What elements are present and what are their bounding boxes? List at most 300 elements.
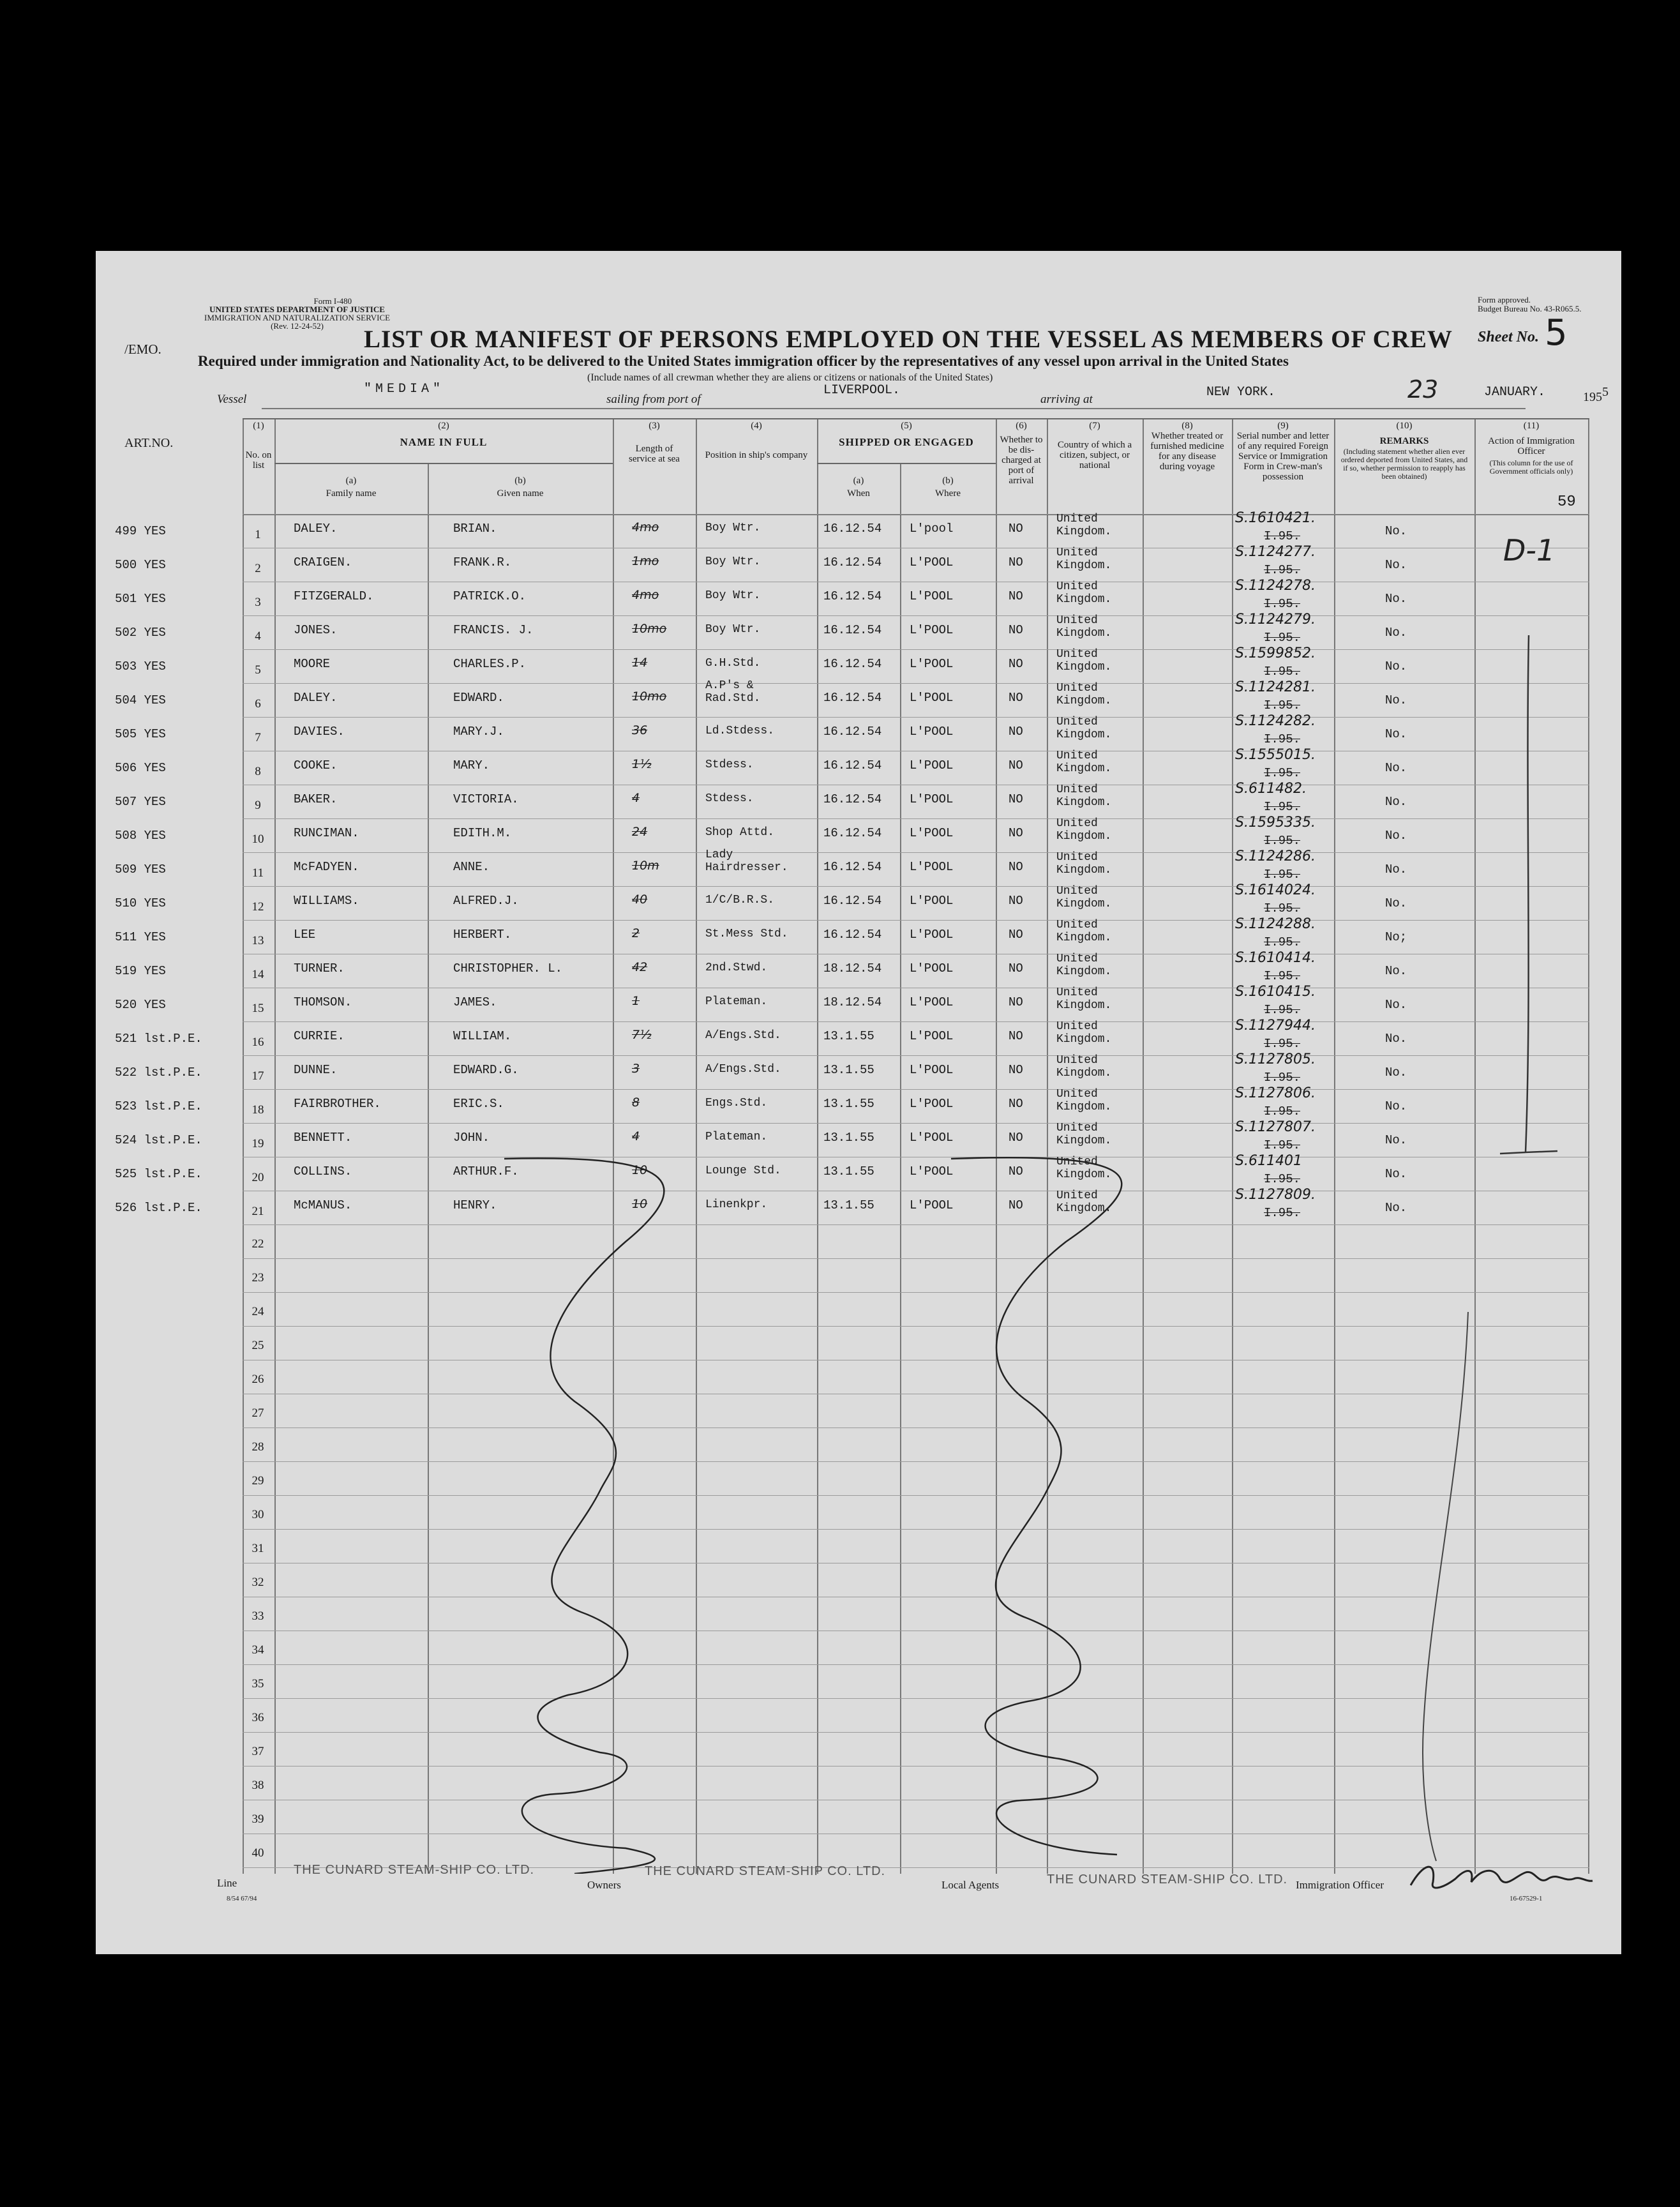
row-number: 20 [251, 1171, 264, 1184]
row-number: 5 [255, 663, 261, 677]
table-row [115, 984, 1589, 1021]
art-no: 521 lst.P.E. [115, 1032, 202, 1046]
art-no: 499 YES [115, 524, 166, 538]
remarks: No. [1385, 795, 1407, 809]
form-type: I.95. [1264, 1037, 1301, 1051]
remarks: No. [1385, 896, 1407, 910]
discharge: NO [1009, 691, 1023, 705]
remarks: No. [1385, 558, 1407, 572]
given-name: MARY. [453, 758, 490, 772]
country: United Kingdom. [1056, 817, 1112, 843]
remarks: No. [1385, 727, 1407, 741]
page-title: LIST OR MANIFEST OF PERSONS EMPLOYED ON THE VESSEL AS MEMBERS OF CREW [364, 326, 1453, 353]
form-type: I.95. [1264, 1071, 1301, 1085]
discharge: NO [1009, 1097, 1023, 1111]
vessel-name: "MEDIA" [364, 382, 445, 396]
row-number: 37 [251, 1745, 264, 1758]
service-length: 2 [632, 926, 640, 940]
service-length: 14 [632, 656, 648, 670]
given-name: ARTHUR.F. [453, 1164, 519, 1179]
remarks: No. [1385, 964, 1407, 978]
art-no: 526 lst.P.E. [115, 1201, 202, 1215]
arrival-day: 23 [1407, 375, 1439, 403]
position: Linenkpr. [705, 1198, 768, 1211]
form-type: I.95. [1264, 901, 1301, 915]
shipped-where: L'POOL [910, 826, 954, 840]
table-row [115, 1119, 1589, 1157]
serial-number: S.1595335. [1235, 815, 1316, 831]
remarks: No. [1385, 1167, 1407, 1181]
shipped-when: 16.12.54 [823, 792, 882, 806]
col11-num: (11) [1523, 421, 1540, 431]
shipped-where: L'POOL [910, 1164, 954, 1179]
art-no: 504 YES [115, 693, 166, 707]
country: United Kingdom. [1056, 986, 1112, 1012]
form-approval-block [1478, 296, 1581, 313]
given-name: ALFRED.J. [453, 894, 519, 908]
position: Stdess. [705, 792, 754, 805]
serial-number: S.1127944. [1235, 1018, 1316, 1034]
row-rule [243, 1326, 1589, 1327]
col6-head: Whether to be dis-charged at port of arrival [1000, 435, 1043, 486]
family-name: THOMSON. [294, 995, 352, 1009]
row-number: 10 [251, 832, 264, 846]
given-name: CHARLES.P. [453, 657, 527, 671]
art-no: 519 YES [115, 964, 166, 978]
col4-num: (4) [751, 421, 762, 431]
row-number: 22 [251, 1237, 264, 1251]
country: United Kingdom. [1056, 953, 1112, 978]
art-no-label: ART.NO. [124, 436, 174, 450]
row-number: 28 [251, 1440, 264, 1454]
shipped-where: L'POOL [910, 1198, 954, 1212]
country: United Kingdom. [1056, 1156, 1112, 1181]
year-digit: 5 [1602, 385, 1609, 399]
art-no: 525 lst.P.E. [115, 1167, 202, 1181]
form-type: I.95. [1264, 1003, 1301, 1017]
remarks: No. [1385, 1066, 1407, 1080]
table-row [115, 645, 1589, 683]
remarks: No. [1385, 626, 1407, 640]
service-length: 7½ [632, 1028, 652, 1042]
shipped-where: L'POOL [910, 555, 954, 569]
shipped-where: L'POOL [910, 1029, 954, 1043]
long-pen-stroke [1423, 1312, 1468, 1861]
serial-number: S.1599852. [1235, 645, 1316, 661]
discharge: NO [1009, 1198, 1023, 1212]
form-type: I.95. [1264, 935, 1301, 949]
art-no: 506 YES [115, 761, 166, 775]
budget-bureau: Budget Bureau No. 43-R065.5. [1478, 304, 1582, 313]
table-row [115, 950, 1589, 988]
form-type: I.95. [1264, 665, 1301, 679]
d1-annotation: D-1 [1503, 533, 1556, 568]
shipped-when: 13.1.55 [823, 1063, 874, 1077]
country: United Kingdom. [1056, 546, 1112, 572]
given-name: HERBERT. [453, 928, 512, 942]
row-number: 13 [251, 934, 264, 947]
col8-num: (8) [1181, 421, 1193, 431]
art-no: 520 YES [115, 998, 166, 1012]
serial-number: S.1124282. [1235, 713, 1316, 729]
required-note: Required under immigration and Nationality Act, to be delivered to the United States immigration officer by the representatives of any vessel upon arrival in the United States [198, 353, 1289, 369]
form-type: I.95. [1264, 1206, 1301, 1220]
table-row [115, 882, 1589, 920]
family-name: McMANUS. [294, 1198, 352, 1212]
service-length: 4mo [632, 588, 659, 602]
country: United Kingdom. [1056, 1189, 1112, 1215]
form-type: I.95. [1264, 1138, 1301, 1152]
given-name: BRIAN. [453, 522, 497, 536]
family-name: CURRIE. [294, 1029, 345, 1043]
shipped-where: L'POOL [910, 725, 954, 739]
serial-number: S.1555015. [1235, 747, 1316, 763]
row-rule [243, 1664, 1589, 1665]
position: St.Mess Std. [705, 928, 788, 940]
footer-print-code: 8/54 67/94 [227, 1895, 257, 1902]
service-length: 10 [632, 1197, 648, 1211]
row-rule [243, 1427, 1589, 1428]
family-name: COLLINS. [294, 1164, 352, 1179]
family-name: RUNCIMAN. [294, 826, 359, 840]
col9-num: (9) [1277, 421, 1289, 431]
discharge: NO [1009, 725, 1023, 739]
row-number: 4 [255, 629, 261, 643]
table-row [115, 578, 1589, 615]
row-number: 40 [251, 1846, 264, 1860]
art-no: 501 YES [115, 592, 166, 606]
service-length: 10m [632, 859, 659, 873]
col7-num: (7) [1089, 421, 1100, 431]
given-name: EDWARD.G. [453, 1063, 519, 1077]
form-type: I.95. [1264, 563, 1301, 577]
shipped-where: L'POOL [910, 623, 954, 637]
remarks: No. [1385, 1099, 1407, 1113]
arrival-port: NEW YORK. [1206, 385, 1276, 400]
col1-num: (1) [253, 421, 264, 431]
position: Boy Wtr. [705, 589, 761, 602]
col2-num: (2) [438, 421, 449, 431]
position: A/Engs.Std. [705, 1063, 781, 1076]
family-name: TURNER. [294, 961, 345, 975]
form-type: I.95. [1264, 529, 1301, 543]
art-no: 524 lst.P.E. [115, 1133, 202, 1147]
table-row [115, 612, 1589, 649]
table-row [115, 510, 1589, 548]
col2b-head: Given name [497, 488, 544, 499]
art-no: 522 lst.P.E. [115, 1066, 202, 1080]
remarks: No. [1385, 592, 1407, 606]
given-name: MARY.J. [453, 725, 504, 739]
serial-number: S.611482. [1235, 781, 1307, 797]
col6-num: (6) [1016, 421, 1027, 431]
col7-head: Country of which a citizen, subject, or national [1057, 440, 1132, 471]
col3-head: Length of service at sea [629, 444, 680, 464]
form-type: I.95. [1264, 1104, 1301, 1119]
row-number: 18 [251, 1103, 264, 1117]
col5b-num: (b) [942, 476, 954, 486]
country: United Kingdom. [1056, 1122, 1112, 1147]
col1-head: No. on list [245, 450, 272, 471]
position: Stdess. [705, 758, 754, 771]
serial-number: S.611401 [1235, 1153, 1302, 1169]
serial-number: S.1610421. [1235, 510, 1316, 526]
row-number: 1 [255, 528, 261, 541]
sheet-no-label: Sheet No. [1478, 329, 1539, 345]
shipped-where: L'POOL [910, 657, 954, 671]
position: Ld.Stdess. [705, 725, 775, 737]
country: United Kingdom. [1056, 580, 1112, 606]
shipped-where: L'POOL [910, 691, 954, 705]
remarks: No. [1385, 761, 1407, 775]
serial-number: S.1127807. [1235, 1119, 1316, 1135]
shipped-when: 18.12.54 [823, 995, 882, 1009]
footer-owners-label: Owners [587, 1879, 621, 1891]
row-number: 25 [251, 1339, 264, 1352]
shipped-where: L'POOL [910, 894, 954, 908]
form-type: I.95. [1264, 732, 1301, 746]
given-name: ANNE. [453, 860, 490, 874]
table-row [115, 1051, 1589, 1089]
serial-number: S.1127805. [1235, 1051, 1316, 1067]
col4-head: Position in ship's company [705, 450, 808, 460]
position: Boy Wtr. [705, 522, 761, 534]
family-name: WILLIAMS. [294, 894, 359, 908]
include-note: (Include names of all crewman whether they are aliens or citizens or nationals of the United States) [587, 372, 993, 383]
shipped-when: 13.1.55 [823, 1097, 874, 1111]
country: United Kingdom. [1056, 513, 1112, 538]
serial-number: S.1124281. [1235, 679, 1316, 695]
shipped-when: 16.12.54 [823, 725, 882, 739]
row-number: 38 [251, 1779, 264, 1792]
table-row [115, 916, 1589, 954]
row-number: 19 [251, 1137, 264, 1150]
form-id: Form I-480 [313, 296, 352, 306]
service-length: 4 [632, 791, 640, 805]
discharge: NO [1009, 555, 1023, 569]
table-row [115, 679, 1589, 717]
service-length: 10 [632, 1163, 648, 1177]
country: United Kingdom. [1056, 648, 1112, 674]
row-number: 17 [251, 1069, 264, 1083]
shipped-when: 18.12.54 [823, 961, 882, 975]
art-no: 510 YES [115, 896, 166, 910]
country: United Kingdom. [1056, 851, 1112, 877]
shipped-where: L'POOL [910, 1097, 954, 1111]
row-number: 8 [255, 765, 261, 778]
shipped-when: 16.12.54 [823, 894, 882, 908]
col5-head: SHIPPED OR ENGAGED [839, 436, 974, 448]
country: United Kingdom. [1056, 783, 1112, 809]
footer-line-value: THE CUNARD STEAM-SHIP CO. LTD. [294, 1863, 535, 1877]
discharge: NO [1009, 522, 1023, 536]
row-number: 24 [251, 1305, 264, 1318]
col5-num: (5) [901, 421, 912, 431]
col9-head: Serial number and letter of any required Foreign Service or Immigration Form in Crew-man's possession [1236, 431, 1330, 482]
vessel-label: Vessel [217, 393, 247, 406]
row-number: 32 [251, 1576, 264, 1589]
row-rule [243, 1698, 1589, 1699]
serial-number: S.1127806. [1235, 1085, 1316, 1101]
family-name: FAIRBROTHER. [294, 1097, 381, 1111]
country: United Kingdom. [1056, 885, 1112, 910]
col2b-num: (b) [514, 476, 526, 486]
serial-number: S.1610414. [1235, 950, 1316, 966]
family-name: DALEY. [294, 691, 338, 705]
shipped-when: 16.12.54 [823, 657, 882, 671]
year-prefix: 195 [1583, 390, 1602, 404]
position: A.P's & Rad.Std. [705, 679, 761, 705]
form-type: I.95. [1264, 631, 1301, 645]
discharge: NO [1009, 623, 1023, 637]
table-row [115, 815, 1589, 852]
country: United Kingdom. [1056, 1088, 1112, 1113]
discharge: NO [1009, 928, 1023, 942]
row-number: 27 [251, 1406, 264, 1420]
table-row [115, 1153, 1589, 1191]
country: United Kingdom. [1056, 1020, 1112, 1046]
row-rule [243, 1732, 1589, 1733]
discharge: NO [1009, 1063, 1023, 1077]
row-rule [243, 1529, 1589, 1530]
serial-number: S.1610415. [1235, 984, 1316, 1000]
service-length: 42 [632, 960, 648, 974]
given-name: JAMES. [453, 995, 497, 1009]
manifest-sheet [96, 251, 1621, 1954]
col10-num: (10) [1396, 421, 1413, 431]
discharge: NO [1009, 894, 1023, 908]
row-rule [243, 1292, 1589, 1293]
service-length: 10mo [632, 622, 667, 636]
serial-number: S.1124278. [1235, 578, 1316, 594]
form-approved: Form approved. [1478, 295, 1531, 305]
family-name: DAVIES. [294, 725, 345, 739]
shipped-when: 16.12.54 [823, 860, 882, 874]
void-scribble-right [951, 1157, 1121, 1855]
family-name: CRAIGEN. [294, 555, 352, 569]
shipped-when: 16.12.54 [823, 589, 882, 603]
serial-number: S.1127809. [1235, 1187, 1316, 1203]
vessel-underline [262, 408, 1526, 409]
given-name: PATRICK.O. [453, 589, 527, 603]
form-type: I.95. [1264, 868, 1301, 882]
table-row [115, 1085, 1589, 1123]
shipped-where: L'pool [910, 522, 954, 536]
footer-officer-label: Immigration Officer [1296, 1879, 1384, 1891]
remarks: No. [1385, 862, 1407, 877]
table-row [115, 1018, 1589, 1055]
discharge: NO [1009, 1029, 1023, 1043]
row-number: 12 [251, 900, 264, 914]
serial-number: S.1124286. [1235, 848, 1316, 864]
family-name: BAKER. [294, 792, 338, 806]
family-name: COOKE. [294, 758, 338, 772]
shipped-where: L'POOL [910, 961, 954, 975]
art-no: 500 YES [115, 558, 166, 572]
shipped-when: 16.12.54 [823, 555, 882, 569]
shipped-when: 16.12.54 [823, 623, 882, 637]
art-no: 511 YES [115, 930, 166, 944]
country: United Kingdom. [1056, 682, 1112, 707]
form-type: I.95. [1264, 698, 1301, 712]
remarks: No. [1385, 1201, 1407, 1215]
row-number: 15 [251, 1002, 264, 1015]
footer-gpo-code: 16-67529-1 [1510, 1895, 1543, 1902]
department: UNITED STATES DEPARTMENT OF JUSTICE [209, 305, 385, 314]
art-no: 503 YES [115, 659, 166, 674]
row-number: 35 [251, 1677, 264, 1691]
family-name: FITZGERALD. [294, 589, 374, 603]
footer-agents-label: Local Agents [941, 1879, 1000, 1891]
service: IMMIGRATION AND NATURALIZATION SERVICE [204, 313, 391, 322]
col2-head: NAME IN FULL [400, 436, 488, 448]
remarks: No. [1385, 829, 1407, 843]
art-no: 507 YES [115, 795, 166, 809]
table-row [115, 544, 1589, 582]
country: United Kingdom. [1056, 716, 1112, 741]
serial-number: S.1614024. [1235, 882, 1316, 898]
serial-number: S.1124288. [1235, 916, 1316, 932]
given-name: FRANK.R. [453, 555, 512, 569]
shipped-where: L'POOL [910, 792, 954, 806]
form-type: I.95. [1264, 766, 1301, 780]
row-number: 14 [251, 968, 264, 981]
position: Plateman. [705, 1131, 768, 1143]
position: Lady Hairdresser. [705, 848, 788, 874]
family-name: DALEY. [294, 522, 338, 536]
shipped-where: L'POOL [910, 589, 954, 603]
col11-value: 59 [1557, 493, 1576, 511]
col8-head: Whether treated or furnished medicine for any disease during voyage [1150, 431, 1224, 472]
footer-owners-value: THE CUNARD STEAM-SHIP CO. LTD. [645, 1864, 886, 1878]
form-type: I.95. [1264, 834, 1301, 848]
service-length: 1mo [632, 554, 659, 568]
service-length: 4 [632, 1129, 640, 1143]
row-rule [243, 1495, 1589, 1496]
shipped-when: 13.1.55 [823, 1198, 874, 1212]
sheet-no-value: 5 [1545, 312, 1568, 354]
remarks: No. [1385, 998, 1407, 1012]
table-row [115, 1187, 1589, 1224]
position: A/Engs.Std. [705, 1029, 781, 1042]
position: Boy Wtr. [705, 555, 761, 568]
discharge: NO [1009, 758, 1023, 772]
art-no: 508 YES [115, 829, 166, 843]
country: United Kingdom. [1056, 1054, 1112, 1080]
discharge: NO [1009, 1164, 1023, 1179]
col11-head: Action of Immigration Officer [1488, 436, 1575, 456]
given-name: EDWARD. [453, 691, 504, 705]
art-no: 523 lst.P.E. [115, 1099, 202, 1113]
discharge: NO [1009, 826, 1023, 840]
discharge: NO [1009, 961, 1023, 975]
art-no: 502 YES [115, 626, 166, 640]
shipped-where: L'POOL [910, 758, 954, 772]
table-row [115, 781, 1589, 818]
row-number: 21 [251, 1205, 264, 1218]
shipped-when: 13.1.55 [823, 1164, 874, 1179]
service-length: 10mo [632, 689, 667, 704]
row-number: 36 [251, 1711, 264, 1724]
col11-note: (This column for the use of Government officials only) [1489, 458, 1573, 476]
arrival-year [1583, 385, 1609, 405]
serial-number: S.1124279. [1235, 612, 1316, 628]
row-number: 26 [251, 1373, 264, 1386]
form-agency-block [204, 297, 390, 330]
discharge: NO [1009, 1131, 1023, 1145]
shipped-when: 16.12.54 [823, 691, 882, 705]
shipped-where: L'POOL [910, 1063, 954, 1077]
